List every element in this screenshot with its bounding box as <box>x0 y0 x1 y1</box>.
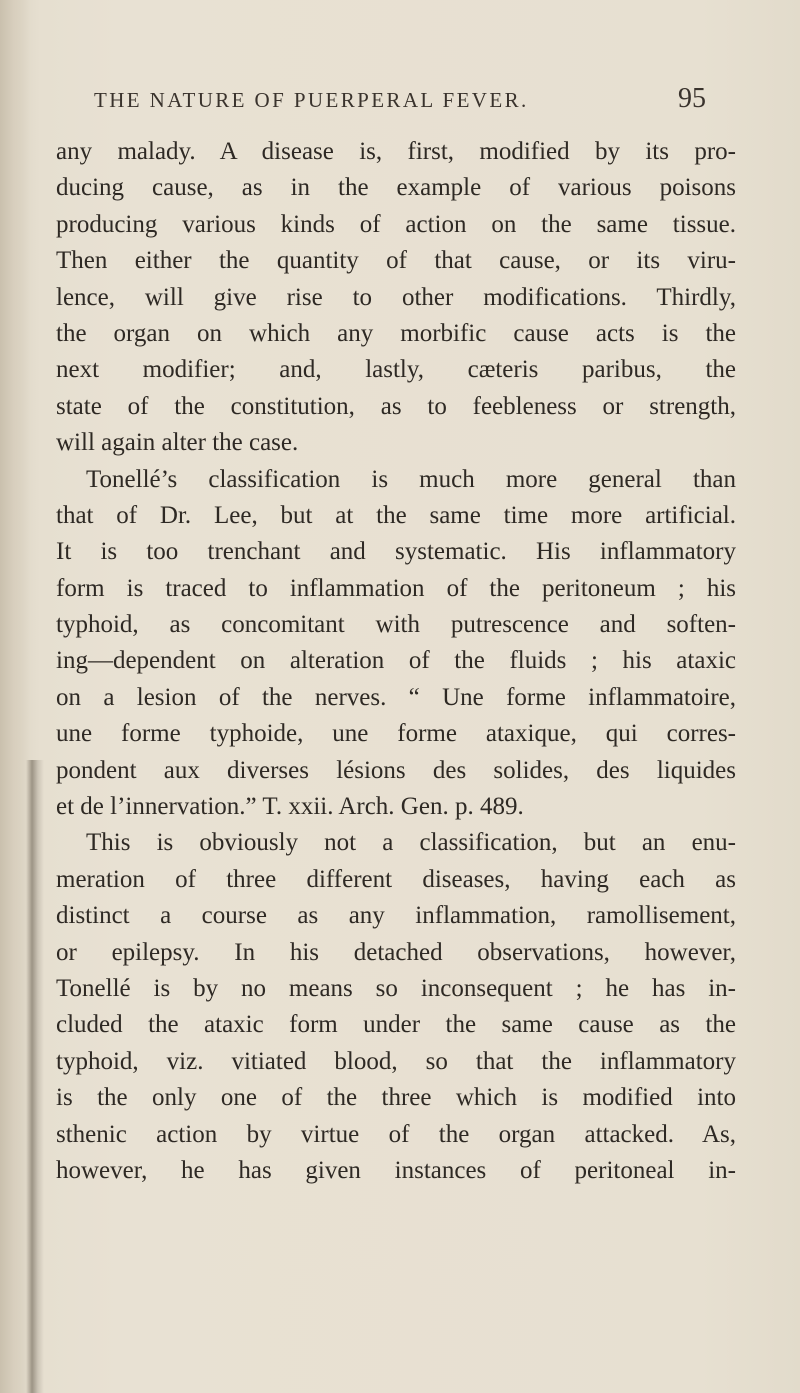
text-line: the organ on which any morbific cause acts is the <box>56 319 736 347</box>
text-line: typhoid, viz. vitiated blood, so that the inflammatory <box>56 1047 736 1075</box>
paragraph-start-line: Tonellé’s classification is much more general than <box>86 465 736 493</box>
text-line: Tonellé is by no means so inconsequent ; he has in- <box>56 974 736 1002</box>
text-line: It is too trenchant and systematic. His inflammatory <box>56 538 736 566</box>
text-line: une forme typhoide, une forme ataxique, qui corres- <box>56 720 736 748</box>
gutter-shadow <box>26 760 44 1393</box>
text-line: typhoid, as concomitant with putrescence and soften- <box>56 611 736 639</box>
text-line: cluded the ataxic form under the same cause as the <box>56 1011 736 1039</box>
paragraph-start-line: This is obviously not a classification, but an enu- <box>86 829 736 857</box>
text-line: distinct a course as any inflammation, ramollisement, <box>56 902 736 930</box>
text-line: that of Dr. Lee, but at the same time more artificial. <box>56 501 736 529</box>
text-line: pondent aux diverses lésions des solides, des liquides <box>56 756 736 784</box>
body-text <box>56 134 736 1189</box>
text-line: any malady. A disease is, first, modified by its pro- <box>56 138 736 165</box>
text-line: state of the constitution, as to feebleness or strength, <box>56 392 736 420</box>
text-line: on a lesion of the nerves. “ Une forme inflammatoire, <box>56 683 736 711</box>
text-line: ing—dependent on alteration of the fluids ; his ataxic <box>56 647 736 675</box>
running-header <box>0 74 800 114</box>
text-line: is the only one of the three which is modified into <box>56 1084 736 1112</box>
text-line: however, he has given instances of peritoneal in- <box>56 1156 736 1184</box>
page-number: 95 <box>678 83 706 114</box>
paragraph-end-line: will again alter the case. <box>56 429 299 457</box>
text-line: or epilepsy. In his detached observations, however, <box>56 938 736 966</box>
text-line: lence, will give rise to other modifications. Thirdly, <box>56 283 736 311</box>
paragraph-end-line: et de l’innervation.” T. xxii. Arch. Gen. p. 489. <box>56 793 524 821</box>
running-title: THE NATURE OF PUERPERAL FEVER. <box>94 88 529 112</box>
text-line: form is traced to inflammation of the peritoneum ; his <box>56 574 736 602</box>
text-line: sthenic action by virtue of the organ attacked. As, <box>56 1120 736 1148</box>
text-line: producing various kinds of action on the same tissue. <box>56 210 736 238</box>
text-line: Then either the quantity of that cause, or its viru- <box>56 247 736 275</box>
text-line: meration of three different diseases, having each as <box>56 865 736 893</box>
text-line: ducing cause, as in the example of various poisons <box>56 174 736 202</box>
text-line: next modifier; and, lastly, cæteris paribus, the <box>56 356 736 384</box>
